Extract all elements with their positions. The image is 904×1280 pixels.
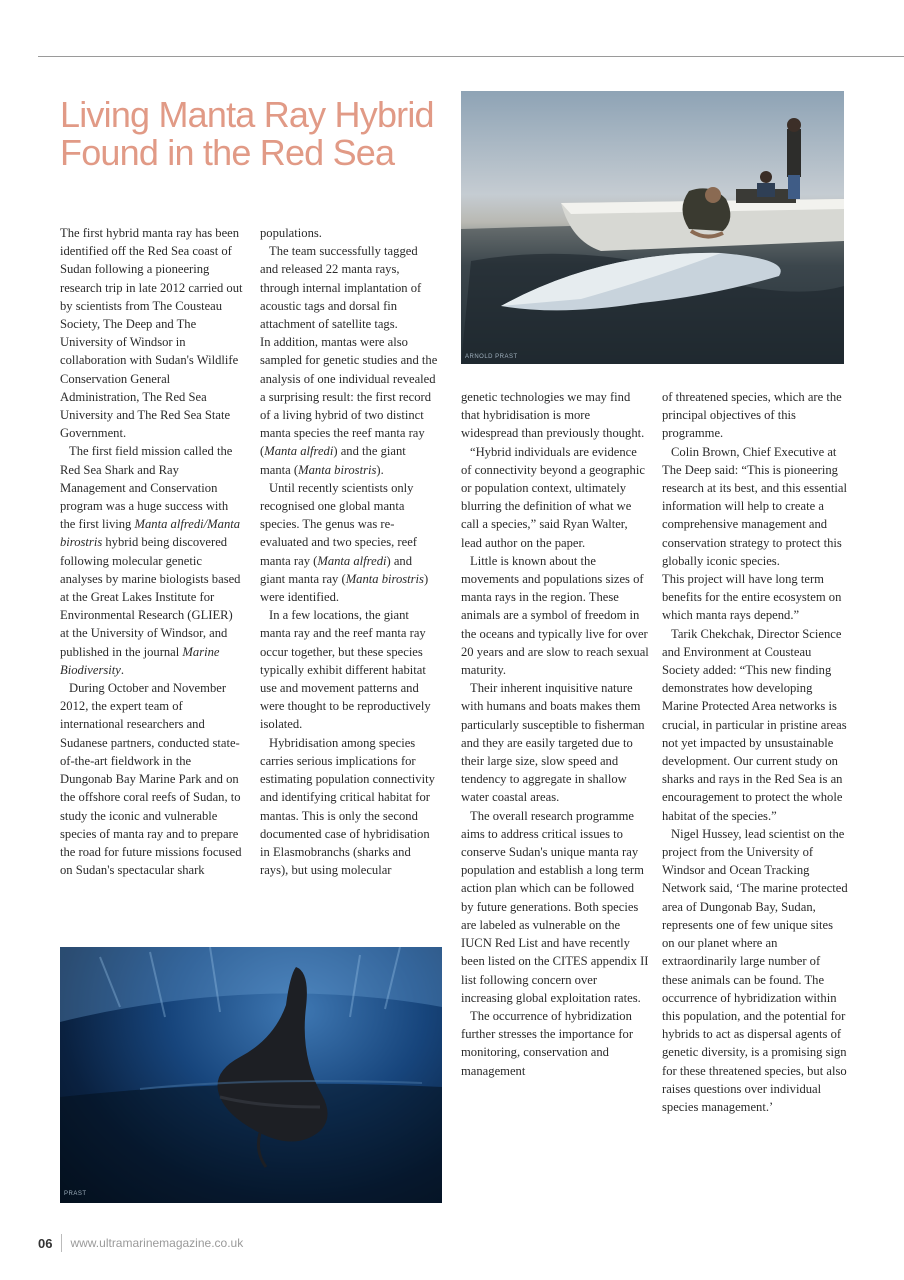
page-footer <box>38 1234 243 1252</box>
paragraph: genetic technologies we may find that hybridisation is more widespread than previously thought. <box>461 390 645 441</box>
paragraph: This project will have long term benefits for the entire ecosystem on which manta rays depend.” <box>662 572 842 623</box>
paragraph: Little is known about the movements and populations sizes of manta rays in the region. These animals are a symbol of freedom in the oceans and typically live for over 20 years and are slow to reach sexual maturity. <box>461 553 649 678</box>
paragraph: The occurrence of hybridization further stresses the importance for monitoring, conservation and management <box>461 1008 634 1078</box>
footer-divider <box>61 1234 62 1252</box>
paragraph: Their inherent inquisitive nature with humans and boats makes them particularly susceptible to fisherman and they are easily targeted due to their large size, slow speed and tendency to aggregate in shallow water coastal areas. <box>461 681 645 805</box>
paragraph: “Hybrid individuals are evidence of connectivity beyond a geographic or population context, ultimately blurring the definition of what we call a species,” said Ryan Walter, lead author on the paper. <box>461 444 645 550</box>
website-url[interactable]: www.ultramarinemagazine.co.uk <box>70 1236 244 1250</box>
photo-credit: PRAST <box>64 1191 87 1197</box>
boat-scene-illustration <box>461 91 844 364</box>
text-column-2 <box>260 224 438 879</box>
text-column-1 <box>60 224 244 879</box>
paragraph: The team successfully tagged and released 22 manta rays, through internal implantation of acoustic tags and dorsal fin attachment of satellite tags. <box>260 244 422 332</box>
manta-underwater-illustration <box>60 947 442 1203</box>
paragraph: The first field mission called the Red Sea Shark and Ray Management and Conservation program was a huge success with the first living Manta alfredi/Manta birostris hybrid being discovered following molecular genetic analyses by marine biologists based at the Great Lakes Institute for Environmental Research (GLIER) at the University of Windsor, and published in the journal Marine Biodiversity. <box>60 444 241 677</box>
paragraph: of threatened species, which are the principal objectives of this programme. <box>662 390 842 441</box>
paragraph: populations. <box>260 226 322 240</box>
paragraph: The overall research programme aims to address critical issues to conserve Sudan's unique manta ray population and establish a long term action plan which can be followed by future generations. Both species are labeled as vulnerable on the IUCN Red List and have recently been listed on the CITES appendix II list following concern over increasing global exploitation rates. <box>461 808 649 1005</box>
page-number: 06 <box>38 1235 53 1251</box>
paragraph: In addition, mantas were also sampled for genetic studies and the analysis of one individual revealed a surprising result: the first record of a living hybrid of two distinct manta species the reef manta ray (Manta alfredi) and the giant manta (Manta birostris). <box>260 335 438 477</box>
text-column-3 <box>461 388 649 1080</box>
photo-boat-manta <box>461 91 844 364</box>
text-column-4 <box>662 388 848 1116</box>
article-title: Living Manta Ray Hybrid Found in the Red Sea <box>60 94 434 173</box>
paragraph: The first hybrid manta ray has been identified off the Red Sea coast of Sudan following a pioneering research trip in late 2012 carried out by scientists from The Cousteau Society, The Deep and The University of Windsor in collaboration with Sudan's Wildlife Conservation General Administration, The Red Sea University and The Red Sea State Government. <box>60 226 243 441</box>
paragraph: Colin Brown, Chief Executive at The Deep said: “This is pioneering research at its best, and this essential information will help to create a comprehensive management and conservation strategy to protect this globally iconic species. <box>662 444 848 568</box>
paragraph: Until recently scientists only recognised one global manta species. The genus was re-evaluated and two species, reef manta ray (Manta alfredi) and giant manta ray (Manta birostris) were identified. <box>260 480 429 605</box>
paragraph: Hybridisation among species carries serious implications for estimating population connectivity and identifying critical habitat for mantas. This is only the second documented case of hybridisation in Elasmobranchs (sharks and rays), but using molecular <box>260 735 435 878</box>
paragraph: Nigel Hussey, lead scientist on the project from the University of Windsor and Ocean Tracking Network said, ‘The marine protected area of Dungonab Bay, Sudan, represents one of few unique sites on our planet where an extraordinarily large number of these animals can be found. The occurrence of hybridization within this population, and the potential for hybrids to act as dispersal agents of genetic diversity, is a promising sign for these threatened species, but also raises questions over individual species management.’ <box>662 826 848 1114</box>
photo-manta-underwater <box>60 947 442 1203</box>
top-rule <box>38 56 904 57</box>
paragraph: During October and November 2012, the expert team of international researchers and Sudanese partners, conducted state-of-the-art fieldwork in the Dungonab Bay Marine Park and on the offshore coral reefs of Sudan, to study the iconic and vulnerable species of manta ray and to prepare the road for future missions focused on Sudan's spectacular shark <box>60 681 242 878</box>
paragraph: Tarik Chekchak, Director Science and Environment at Cousteau Society added: “This new finding demonstrates how developing Marine Protected Area networks is crucial, in particular in pristine areas not yet impacted by unsustainable development. Our current study on sharks and rays in the Red Sea is an encouragement to protect the whole habitat of the species.” <box>662 626 847 823</box>
paragraph: In a few locations, the giant manta ray and the reef manta ray occur together, but these species typically exhibit different habitat use and movement patterns and were thought to be reproductively isolated. <box>260 608 431 732</box>
photo-credit: ARNOLD PRAST <box>465 354 518 360</box>
